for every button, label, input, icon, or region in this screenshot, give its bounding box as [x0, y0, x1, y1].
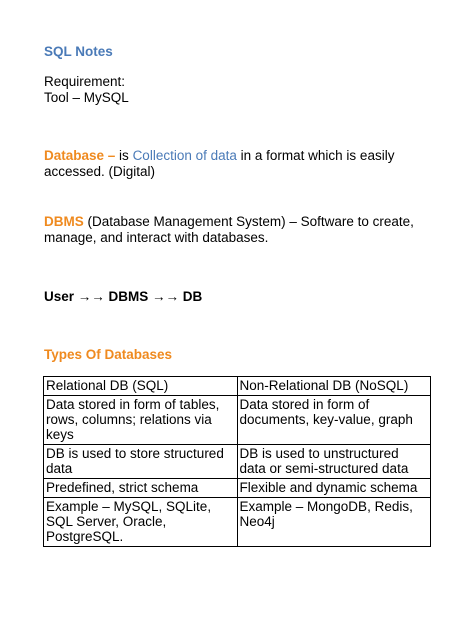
database-types-table	[43, 376, 431, 547]
table-row	[44, 377, 431, 396]
database-highlight: Collection of data	[132, 148, 237, 163]
database-term: Database –	[44, 148, 116, 163]
table-cell: Data stored in form of documents, key-value, graph	[237, 396, 431, 445]
table-cell: Predefined, strict schema	[44, 479, 238, 498]
table-cell: Relational DB (SQL)	[44, 377, 238, 396]
requirement-label: Requirement:	[44, 74, 126, 89]
table-row	[44, 479, 431, 498]
table-row	[44, 445, 431, 479]
database-definition	[44, 148, 444, 180]
requirement-tool: Tool – MySQL	[44, 90, 129, 105]
types-heading: Types Of Databases	[44, 347, 173, 362]
database-is: is	[115, 148, 133, 163]
dbms-term: DBMS	[44, 214, 84, 229]
table-cell: DB is used to store structured data	[44, 445, 238, 479]
page-title: SQL Notes	[44, 44, 113, 59]
table-cell: Non-Relational DB (NoSQL)	[237, 377, 431, 396]
table-cell: Example – MySQL, SQLite, SQL Server, Oracle, PostgreSQL.	[44, 498, 238, 547]
dbms-definition	[44, 214, 434, 246]
requirement-section	[44, 74, 444, 106]
flow-diagram-text: User →→ DBMS →→ DB	[44, 289, 203, 304]
table-cell: DB is used to unstructured data or semi-structured data	[237, 445, 431, 479]
table-row	[44, 498, 431, 547]
table-row	[44, 396, 431, 445]
table-cell: Flexible and dynamic schema	[237, 479, 431, 498]
dbms-rest: (Database Management System) – Software to create, manage, and interact with databases.	[44, 214, 414, 245]
table-cell: Example – MongoDB, Redis, Neo4j	[237, 498, 431, 547]
table-cell: Data stored in form of tables, rows, columns; relations via keys	[44, 396, 238, 445]
database-rest: in a format which is easily accessed. (Digital)	[44, 148, 395, 179]
